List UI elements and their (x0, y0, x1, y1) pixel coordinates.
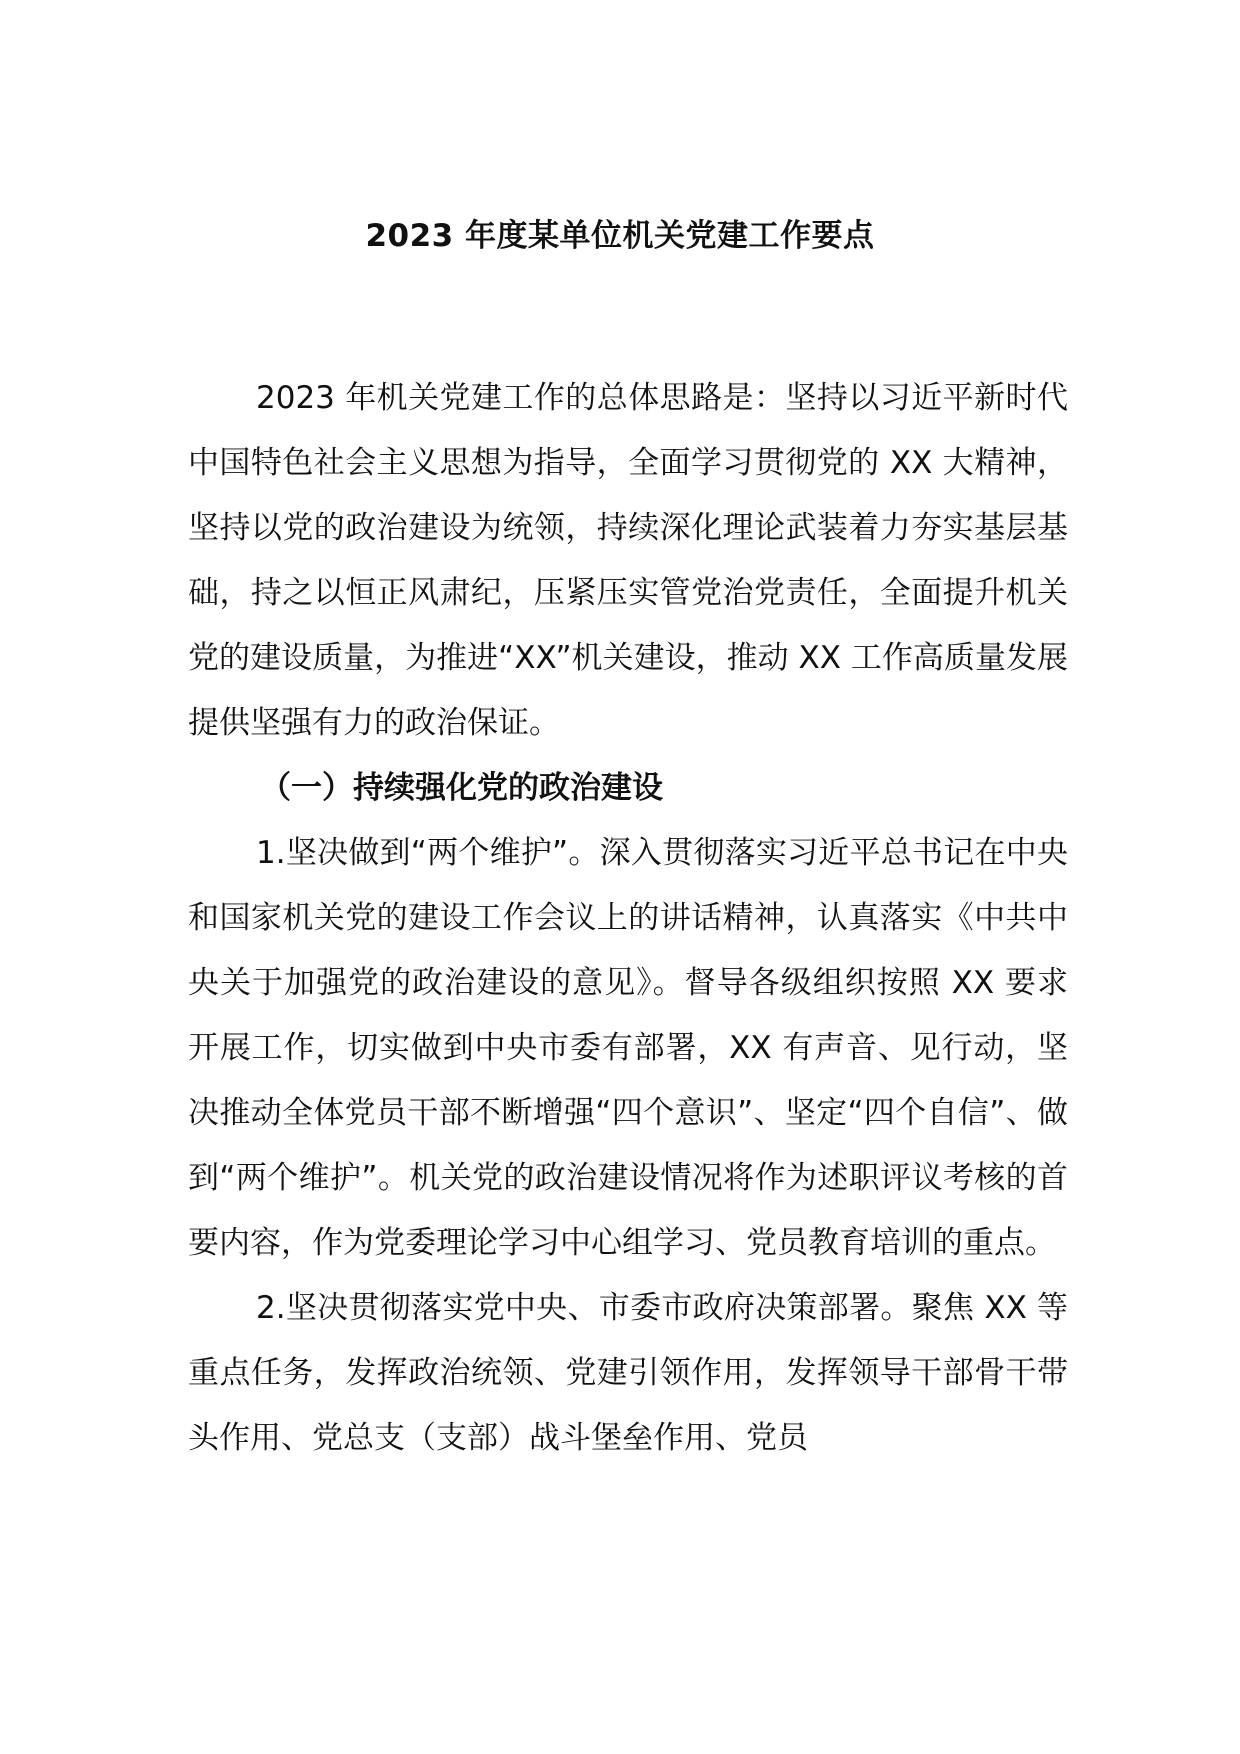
document-title: 2023 年度某单位机关党建工作要点 (365, 218, 875, 254)
section-heading-1: （一）持续强化党的政治建设 (260, 770, 663, 806)
document-body (188, 366, 1068, 1471)
paragraph-item-1: 1.坚决做到“两个维护”。深入贯彻落实习近平总书记在中央和国家机关党的建设工作会议上的讲话精神，认真落实《中共中央关于加强党的政治建设的意见》。督导各级组织按照 XX 要求开展工作，切实做到中央市委有部署，XX 有声音、见行动，坚决推动全体党员干部不断增强“四个意识”、坚定“四个自信”、做到“两个维护”。机关党的政治建设情况将作为述职评议考核的首要内容，作为党委理论学习中心组学习、党员教育培训的重点。 (188, 835, 1068, 1261)
paragraph-item-2: 2.坚决贯彻落实党中央、市委市政府决策部署。聚焦 XX 等重点任务，发挥政治统领、党建引领作用，发挥领导干部骨干带头作用、党总支（支部）战斗堡垒作用、党员 (188, 1290, 1068, 1456)
paragraph-overview: 2023 年机关党建工作的总体思路是：坚持以习近平新时代中国特色社会主义思想为指导，全面学习贯彻党的 XX 大精神，坚持以党的政治建设为统领，持续深化理论武装着力夯实基层基础，持之以恒正风肃纪，压紧压实管党治党责任，全面提升机关党的建设质量，为推进“XX”机关建设，推动 XX 工作高质量发展提供坚强有力的政治保证。 (188, 380, 1068, 741)
